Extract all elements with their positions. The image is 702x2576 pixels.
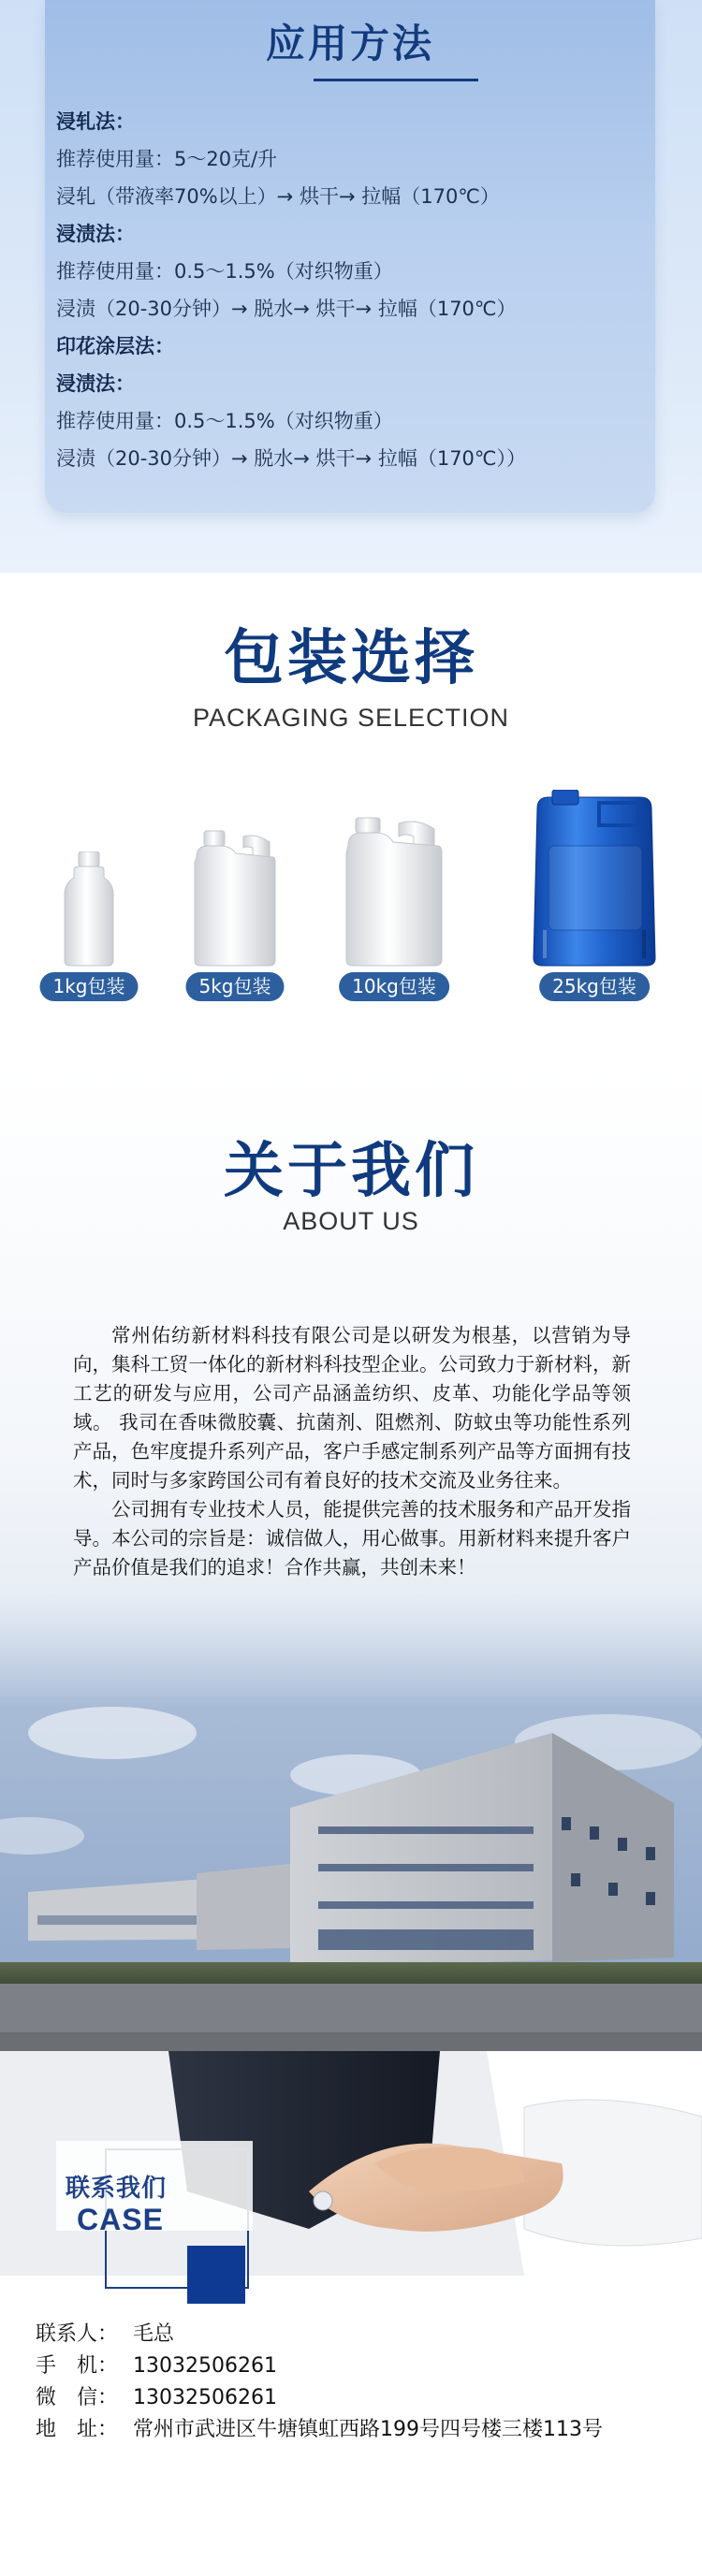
usage-section: [0, 0, 702, 573]
contact-value: 毛总: [133, 2322, 175, 2346]
package-option-5kg[interactable]: [165, 780, 305, 1024]
jug-10kg-icon: [324, 816, 464, 968]
usage-title: 应用方法: [265, 21, 434, 66]
contact-key: 地 址：: [36, 2418, 119, 2441]
packaging-title: 包装选择: [224, 624, 478, 693]
usage-line: 推荐使用量：0.5～1.5%（对织物重）: [56, 260, 393, 283]
usage-line: 浸渍（20-30分钟）→ 脱水→ 烘干→ 拉幅（170℃）: [56, 298, 517, 320]
usage-line: 印花涂层法：: [56, 335, 174, 357]
about-subtitle: ABOUT US: [283, 1207, 419, 1235]
usage-line: 浸轧法：: [56, 110, 135, 133]
package-option-25kg[interactable]: [524, 780, 665, 1024]
about-text: [73, 1321, 631, 1582]
contact-section: [0, 2051, 702, 2576]
drum-25kg-icon: [524, 790, 665, 968]
contact-heading: 联系我们: [66, 2175, 168, 2203]
usage-line: 浸渍（20-30分钟）→ 脱水→ 烘干→ 拉幅（170℃））: [56, 447, 526, 470]
usage-lines: [56, 103, 618, 477]
about-title: 关于我们: [224, 1137, 478, 1206]
usage-line: 推荐使用量：5～20克/升: [56, 148, 278, 170]
packaging-section: [0, 573, 702, 1069]
contact-key: 微 信：: [36, 2386, 119, 2409]
contact-person-row: [36, 2319, 691, 2350]
contact-key: 手 机：: [36, 2354, 119, 2378]
contact-key: 联系人：: [36, 2322, 119, 2346]
packaging-subtitle: PACKAGING SELECTION: [192, 704, 510, 732]
package-option-1kg[interactable]: [19, 780, 159, 1024]
contact-value: 13032506261: [133, 2386, 277, 2409]
usage-line: 浸渍法：: [56, 372, 135, 395]
contact-heading-en: CASE: [77, 2203, 164, 2236]
usage-title-underline: [314, 79, 478, 81]
about-paragraph: 常州佑纺新材料科技有限公司是以研发为根基，以营销为导向，集科工贸一体化的新材料科技型企业。公司致力于新材料，新工艺的研发与应用，公司产品涵盖纺织、皮革、功能化学品等领域。 我司在香味微胶囊、抗菌剂、阻燃剂、防蚊虫等功能性系列产品，色牢度提升系列产品，客户手感定制系列产品等方面拥有技术，同时与多家跨国公司有着良好的技术交流及业务往来。: [73, 1324, 631, 1492]
usage-line: 推荐使用量：0.5～1.5%（对织物重）: [56, 410, 393, 432]
package-option-10kg[interactable]: [324, 780, 464, 1024]
contact-phone-row: [36, 2350, 691, 2382]
usage-line: 浸轧（带液率70%以上）→ 烘干→ 拉幅（170℃）: [56, 185, 500, 208]
package-label: 10kg包装: [339, 972, 449, 1001]
company-building-image: [0, 1593, 702, 2051]
package-label: 1kg包装: [39, 972, 138, 1001]
package-label: 25kg包装: [539, 972, 650, 1001]
jug-5kg-icon: [165, 829, 305, 968]
accent-square: [187, 2246, 245, 2304]
about-section: [0, 1069, 702, 2051]
bottle-1kg-icon: [19, 851, 159, 968]
contact-address-row: [36, 2414, 691, 2446]
usage-line: 浸渍法：: [56, 223, 135, 245]
contact-wechat-row: [36, 2382, 691, 2414]
about-paragraph: 公司拥有专业技术人员，能提供完善的技术服务和产品开发指导。本公司的宗旨是：诚信做人，用心做事。用新材料来提升客户产品价值是我们的追求！合作共赢，共创未来！: [73, 1498, 631, 1579]
contact-value[interactable]: 13032506261: [133, 2354, 277, 2378]
package-label: 5kg包装: [185, 972, 284, 1001]
contact-value: 常州市武进区牛塘镇虹西路199号四号楼三楼113号: [133, 2418, 603, 2441]
contact-info: [36, 2319, 691, 2446]
